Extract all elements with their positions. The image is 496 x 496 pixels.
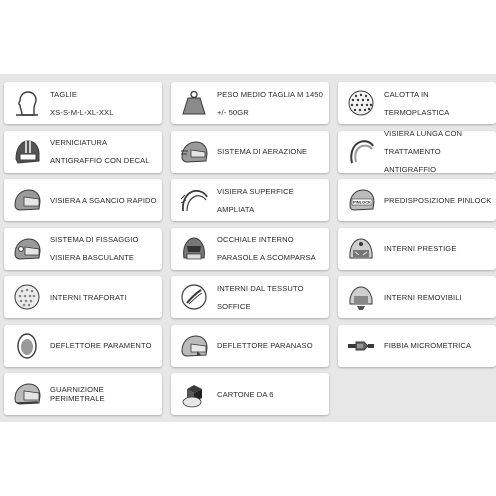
- pinlock-badge-text: PINLOCK: [353, 199, 371, 205]
- feature-card-wide-visor: [171, 179, 329, 221]
- feature-card-shell: [338, 82, 496, 124]
- feature-label-line: VERNICIATURA: [50, 138, 108, 147]
- feature-label-line: GUARNIZIONE PERIMETRALE: [50, 385, 105, 403]
- feature-label-line: ANTIGRAFFIO CON DECAL: [50, 156, 150, 165]
- micrometric-buckle-icon: [346, 331, 376, 361]
- feature-label-line: AMPLIATA: [217, 204, 255, 214]
- feature-label-line: XS-S-M-L-XL-XXL: [50, 107, 114, 117]
- feature-label-line: SOFFICE: [217, 301, 251, 311]
- feature-label-line: SISTEMA DI AERAZIONE: [217, 147, 308, 156]
- removable-liner-icon: [346, 282, 376, 312]
- premium-liner-icon: [346, 234, 376, 264]
- feature-label-line: ANTIGRAFFIO: [384, 165, 437, 174]
- visor-lock-icon: [12, 234, 42, 264]
- pinlock-helmet-icon: [346, 185, 376, 215]
- feature-label-line: INTERNI TRAFORATI: [50, 292, 127, 302]
- chin-curtain-icon: [12, 331, 42, 361]
- sun-visor-helmet-icon: [179, 234, 209, 264]
- feature-label-line: FIBBIA MICROMETRICA: [384, 341, 472, 350]
- feature-label-line: DEFLETTORE PARANASO: [217, 341, 313, 350]
- feature-card-perforated-liner: [4, 276, 162, 318]
- feature-label-line: SISTEMA DI FISSAGGIO: [50, 235, 139, 244]
- long-visor-icon: [346, 137, 376, 167]
- feature-card-pinlock: [338, 179, 496, 221]
- feature-card-ventilation: [171, 131, 329, 173]
- feature-card-sun-visor: [171, 228, 329, 270]
- weight-icon: [179, 88, 209, 118]
- wide-visor-icon: [179, 185, 209, 215]
- feature-label-line: INTERNI DAL TESSUTO: [217, 283, 304, 293]
- feature-card-visor-lock: [4, 228, 162, 270]
- feature-label-line: VISIERA BASCULANTE: [50, 253, 135, 262]
- feature-card-box: [171, 373, 329, 415]
- feature-card-nose-guard: [171, 325, 329, 367]
- feature-label-line: TERMOPLASTICA: [384, 107, 450, 117]
- feature-card-quick-release: [4, 179, 162, 221]
- feature-grid: [4, 82, 496, 415]
- feature-card-sizes: [4, 82, 162, 124]
- feature-card-chin-curtain: [4, 325, 162, 367]
- feature-card-gasket: [4, 373, 162, 415]
- box-icon: [179, 379, 209, 409]
- ventilation-helmet-icon: [179, 137, 209, 167]
- feature-card-soft-fabric: [171, 276, 329, 318]
- feature-label-line: TRATTAMENTO: [384, 147, 441, 156]
- quick-release-visor-icon: [12, 185, 42, 215]
- feature-label-line: INTERNI PRESTIGE: [384, 244, 457, 253]
- perimeter-gasket-icon: [12, 379, 42, 409]
- feature-label-line: VISIERA A SGANCIO RAPIDO: [50, 195, 157, 205]
- feature-card-long-visor: [338, 131, 496, 173]
- feature-label-line: VISIERA SUPERFICE: [217, 186, 294, 196]
- soft-fabric-icon: [179, 282, 209, 312]
- feature-label-line: VISIERA LUNGA CON: [384, 129, 463, 138]
- feature-label-line: OCCHIALE INTERNO: [217, 235, 294, 244]
- striped-helmet-icon: [12, 137, 42, 167]
- feature-card-buckle: [338, 325, 496, 367]
- feature-label-line: DEFLETTORE PARAMENTO: [50, 341, 152, 350]
- feature-label-line: TAGLIE: [50, 89, 78, 99]
- head-silhouette-icon: [12, 88, 42, 118]
- nose-guard-icon: [179, 331, 209, 361]
- feature-card-weight: [171, 82, 329, 124]
- dotted-shell-icon: [346, 88, 376, 118]
- feature-label-line: INTERNI REMOVIBILI: [384, 292, 462, 302]
- feature-label-line: +/- 50GR: [217, 107, 249, 117]
- feature-card-prestige-liner: [338, 228, 496, 270]
- feature-label-line: CALOTTA IN: [384, 89, 429, 99]
- feature-label-line: PARASOLE A SCOMPARSA: [217, 253, 316, 262]
- feature-label-line: PESO MEDIO TAGLIA M 1450: [217, 89, 323, 99]
- perforated-liner-icon: [12, 282, 42, 312]
- feature-label-line: PREDISPOSIZIONE PINLOCK: [384, 195, 492, 205]
- feature-label-line: CARTONE DA 6: [217, 389, 274, 399]
- feature-card-paint: [4, 131, 162, 173]
- feature-card-removable-liner: [338, 276, 496, 318]
